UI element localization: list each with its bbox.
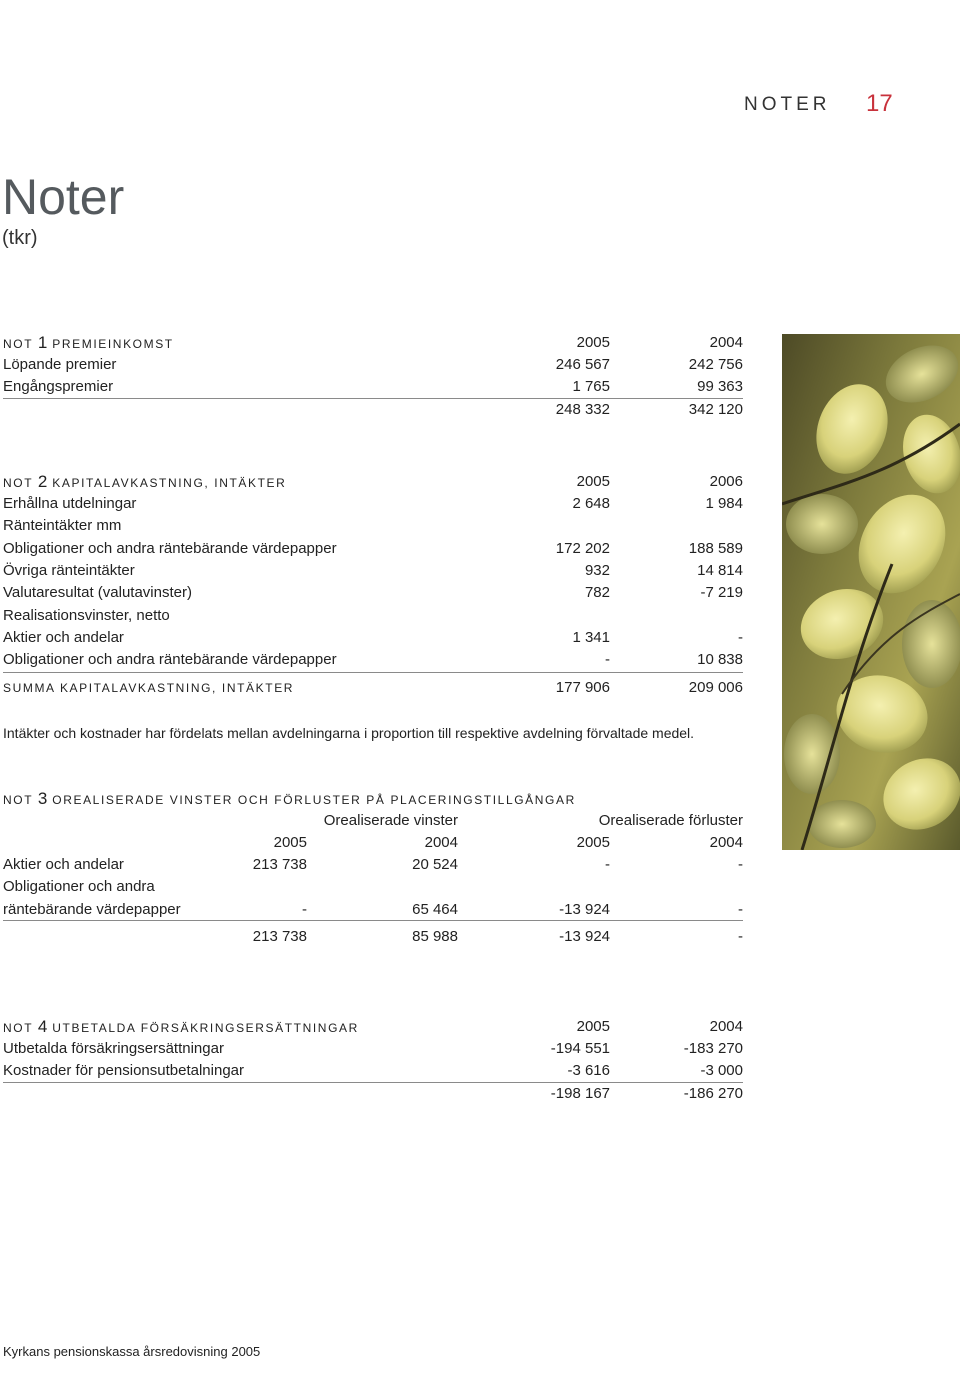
leaves-photo xyxy=(782,334,960,850)
note1-heading xyxy=(3,332,174,355)
row-label: Obligationer och andra räntebärande värdepapper xyxy=(3,540,337,557)
table-row xyxy=(3,854,743,876)
note1-number: 1 xyxy=(37,333,48,352)
note3-prefix: NOT xyxy=(3,793,33,807)
footer: Kyrkans pensionskassa årsredovisning 2005 xyxy=(3,1344,261,1359)
total-row xyxy=(3,677,743,699)
total-value: 213 738 xyxy=(252,928,307,945)
table-row xyxy=(3,605,743,627)
note2-prefix: NOT xyxy=(3,476,33,490)
group-losses-label: Orealiserade förluster xyxy=(598,812,743,829)
row-value: 246 567 xyxy=(555,356,610,373)
row-value: - xyxy=(738,901,743,918)
row-value: -7 219 xyxy=(700,584,743,601)
row-value: 172 202 xyxy=(555,540,610,557)
total-value: 85 988 xyxy=(412,928,458,945)
row-label: Realisationsvinster, netto xyxy=(3,607,170,624)
table-row xyxy=(3,560,743,582)
note2-footnote: Intäkter och kostnader har fördelats mellan avdelningarna i proportion till respektive avdelning förvaltade medel. xyxy=(3,725,695,741)
row-value: 14 814 xyxy=(697,562,743,579)
table-row xyxy=(3,649,743,671)
row-value: 213 738 xyxy=(252,856,307,873)
table-row xyxy=(3,493,743,515)
row-value: 1 765 xyxy=(572,378,610,395)
row-value: 1 341 xyxy=(572,629,610,646)
note3-title: OREALISERADE VINSTER OCH FÖRLUSTER PÅ PLACERINGSTILLGÅNGAR xyxy=(52,793,576,807)
table-row xyxy=(3,1038,743,1060)
note4-year-1: 2005 xyxy=(576,1018,610,1035)
total-label: SUMMA KAPITALAVKASTNING, INTÄKTER xyxy=(3,681,295,695)
row-label: Engångspremier xyxy=(3,378,114,395)
year-label: 2004 xyxy=(709,834,743,851)
row-value: 65 464 xyxy=(412,901,458,918)
total-value: 209 006 xyxy=(688,679,743,696)
year-label: 2005 xyxy=(576,834,610,851)
row-value: 932 xyxy=(584,562,610,579)
row-label: Aktier och andelar xyxy=(3,629,124,646)
table-row xyxy=(3,899,743,921)
row-value: 782 xyxy=(584,584,610,601)
row-value: -3 616 xyxy=(567,1062,610,1079)
row-value: - xyxy=(738,629,743,646)
note2-heading-row xyxy=(3,471,743,493)
page-subtitle: (tkr) xyxy=(2,227,38,249)
note1-heading-row xyxy=(3,332,743,354)
year-label: 2004 xyxy=(424,834,458,851)
divider xyxy=(3,920,743,921)
row-value: - xyxy=(605,856,610,873)
group-gains-label: Orealiserade vinster xyxy=(323,812,458,829)
row-value: - xyxy=(302,901,307,918)
note2-title: KAPITALAVKASTNING, INTÄKTER xyxy=(52,476,287,490)
note3-heading xyxy=(3,788,576,811)
total-value: 342 120 xyxy=(688,401,743,418)
note4-heading xyxy=(3,1016,359,1039)
row-label: Löpande premier xyxy=(3,356,117,373)
row-label: räntebärande värdepapper xyxy=(3,901,181,918)
row-label: Valutaresultat (valutavinster) xyxy=(3,584,192,601)
note2-number: 2 xyxy=(37,472,48,491)
row-value: 99 363 xyxy=(697,378,743,395)
page-title: Noter xyxy=(2,169,125,225)
divider xyxy=(3,672,743,673)
note1-year-1: 2005 xyxy=(576,334,610,351)
row-label: Erhållna utdelningar xyxy=(3,495,137,512)
note4-number: 4 xyxy=(37,1017,48,1036)
note3-years-row xyxy=(3,832,743,854)
row-value: -13 924 xyxy=(559,901,610,918)
row-value: 242 756 xyxy=(688,356,743,373)
total-value: 177 906 xyxy=(555,679,610,696)
note2-heading xyxy=(3,471,286,494)
note3-group-row xyxy=(3,810,743,832)
row-label: Obligationer och andra räntebärande värdepapper xyxy=(3,651,337,668)
note4-year-2: 2004 xyxy=(709,1018,743,1035)
row-label: Obligationer och andra xyxy=(3,878,155,895)
total-value: -186 270 xyxy=(683,1085,743,1102)
table-row xyxy=(3,627,743,649)
row-label: Övriga ränteintäkter xyxy=(3,562,135,579)
row-value: - xyxy=(605,651,610,668)
total-value: -198 167 xyxy=(550,1085,610,1102)
note2-year-1: 2005 xyxy=(576,473,610,490)
note4-heading-row xyxy=(3,1016,743,1038)
note1-prefix: NOT xyxy=(3,337,33,351)
total-value: 248 332 xyxy=(555,401,610,418)
year-label: 2005 xyxy=(273,834,307,851)
row-value: -194 551 xyxy=(550,1040,610,1057)
note1-year-2: 2004 xyxy=(709,334,743,351)
row-value: - xyxy=(738,856,743,873)
page-number: 17 xyxy=(866,90,893,117)
row-label: Utbetalda försäkringsersättningar xyxy=(3,1040,224,1057)
row-value: 188 589 xyxy=(688,540,743,557)
row-label: Ränteintäkter mm xyxy=(3,517,122,534)
note3-heading-row xyxy=(3,788,743,810)
row-label: Aktier och andelar xyxy=(3,856,124,873)
note2-year-2: 2006 xyxy=(709,473,743,490)
table-row xyxy=(3,582,743,604)
table-row xyxy=(3,376,743,398)
table-row xyxy=(3,354,743,376)
note4-prefix: NOT xyxy=(3,1021,33,1035)
total-value: -13 924 xyxy=(559,928,610,945)
total-row xyxy=(3,399,743,421)
row-value: 1 984 xyxy=(705,495,743,512)
row-label: Kostnader för pensionsutbetalningar xyxy=(3,1062,244,1079)
row-value: -3 000 xyxy=(700,1062,743,1079)
row-value: 2 648 xyxy=(572,495,610,512)
note1-title: PREMIEINKOMST xyxy=(52,337,174,351)
row-value: -183 270 xyxy=(683,1040,743,1057)
total-value: - xyxy=(738,928,743,945)
note3-number: 3 xyxy=(37,789,48,808)
section-label: NOTER xyxy=(744,94,831,115)
table-row xyxy=(3,876,743,898)
total-row xyxy=(3,926,743,948)
note4-title: UTBETALDA FÖRSÄKRINGSERSÄTTNINGAR xyxy=(52,1021,359,1035)
row-value: 10 838 xyxy=(697,651,743,668)
table-row xyxy=(3,538,743,560)
row-value: 20 524 xyxy=(412,856,458,873)
table-row xyxy=(3,515,743,537)
total-row xyxy=(3,1083,743,1105)
table-row xyxy=(3,1060,743,1082)
